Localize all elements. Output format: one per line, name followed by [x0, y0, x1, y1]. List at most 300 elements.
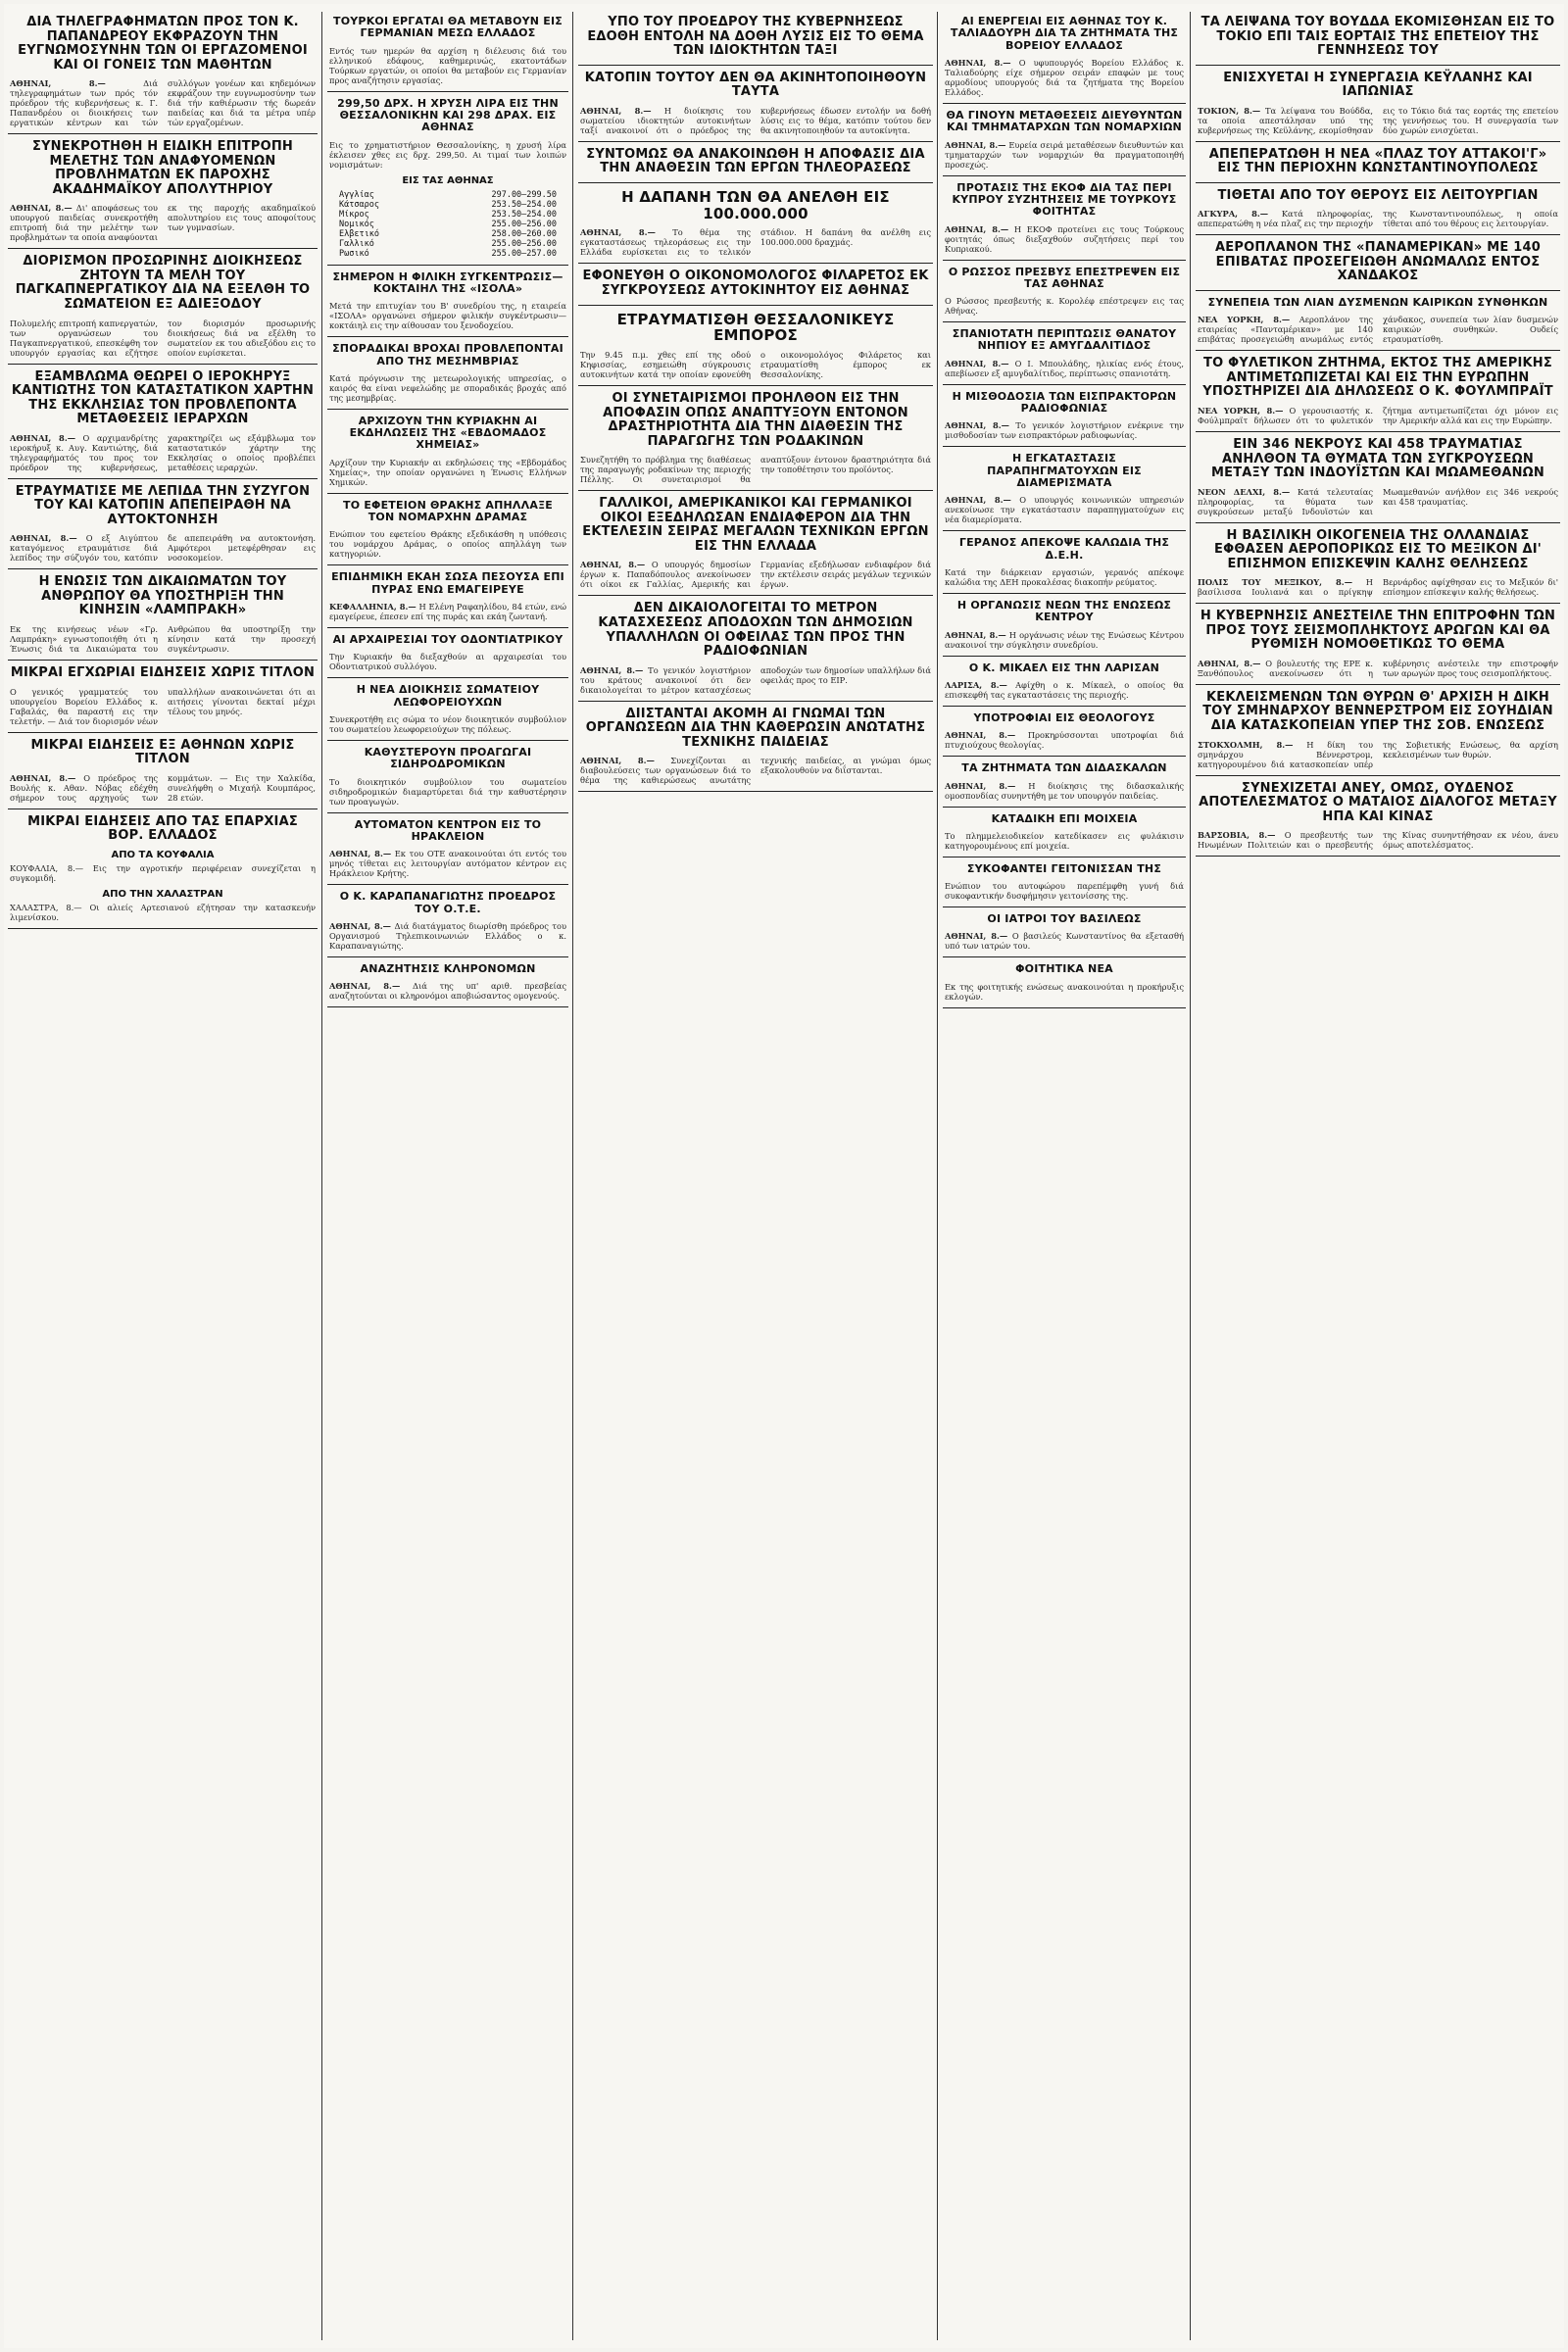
article-dateline: ΑΘΗΝΑΙ, 8.— — [10, 432, 76, 443]
article-divider — [578, 701, 933, 702]
article-text: Εκ της κινήσεως νέων «Γρ. Λαμπράκη» εγνωστοποιήθη ότι η Ένωσις διά τα Δικαιώματα του Ανθρώπου θα υποστηρίξη την κίνησιν κατά την προσεχή συγκέντρωσιν. — [10, 624, 316, 655]
article-divider — [943, 260, 1186, 261]
article-body — [10, 433, 316, 472]
article — [578, 16, 933, 66]
article-body — [10, 78, 316, 127]
article-headline: ΕΦΟΝΕΥΘΗ Ο ΟΙΚΟΝΟΜΟΛΟΓΟΣ ΦΙΛΑΡΕΤΟΣ ΕΚ ΣΥΓΚΡΟΥΣΕΩΣ ΑΥΤΟΚΙΝΗΤΟΥ ΕΙΣ ΑΘΗΝΑΣ — [582, 269, 929, 298]
article-divider — [327, 493, 568, 494]
article-headline: ΑΙ ΕΝΕΡΓΕΙΑΙ ΕΙΣ ΑΘΗΝΑΣ ΤΟΥ Κ. ΤΑΛΙΑΔΟΥΡΗ ΔΙΑ ΤΑ ΖΗΤΗΜΑΤΑ ΤΗΣ ΒΟΡΕΙΟΥ ΕΛΛΑΔΟΣ — [950, 15, 1179, 52]
article-body — [945, 495, 1184, 524]
article-text: Κατά τελευταίας πληροφορίας, τα θύματα των συγκρούσεων μεταξύ Ινδουϊστών και Μωαμεθανών ανήλθον εις 346 νεκρούς και 458 τραυματίας. — [1198, 486, 1558, 516]
article-headline: ΕΞΑΜΒΛΩΜΑ ΘΕΩΡΕΙ Ο ΙΕΡΟΚΗΡΥΞ ΚΑΝΤΙΩΤΗΣ ΤΟΝ ΚΑΤΑΣΤΑΤΙΚΟΝ ΧΑΡΤΗΝ ΤΗΣ ΕΚΚΛΗΣΙΑΣ ΤΟΝ ΠΡΟΒΛΕΠΟΝΤΑ ΜΕΤΑΘΕΣΕΙΣ ΙΕΡΑΡΧΩΝ — [11, 368, 315, 427]
article-body — [10, 203, 316, 242]
article-dateline: ΑΘΗΝΑΙ, 8.— — [10, 533, 77, 544]
article-divider — [943, 906, 1186, 907]
article — [327, 747, 568, 813]
article — [1196, 148, 1560, 183]
article-dateline: ΝΕΑ ΥΟΡΚΗ, 8.— — [1198, 315, 1291, 325]
article-headline: ΣΠΟΡΑΔΙΚΑΙ ΒΡΟΧΑΙ ΠΡΟΒΛΕΠΟΝΤΑΙ ΑΠΟ ΤΗΣ ΜΕΣΗΜΒΡΙΑΣ — [332, 342, 564, 368]
article-headline: ΚΑΘΥΣΤΕΡΟΥΝ ΠΡΟΑΓΩΓΑΙ ΣΙΔΗΡΟΔΡΟΜΙΚΩΝ — [364, 745, 532, 771]
article-body — [580, 756, 931, 785]
article-body — [945, 680, 1184, 700]
article-body — [945, 781, 1184, 801]
article-headline: ΤΑ ΛΕΙΨΑΝΑ ΤΟΥ ΒΟΥΔΔΑ ΕΚΟΜΙΣΘΗΣΑΝ ΕΙΣ ΤΟ ΤΟΚΙΟ ΕΠΙ ΤΑΙΣ ΕΟΡΤΑΙΣ ΤΗΣ ΕΠΕΤΕΙΟΥ ΤΗΣ ΓΕΝΝΗΣΕΩΣ ΤΟΥ — [1200, 15, 1555, 59]
article — [578, 72, 933, 142]
article — [8, 255, 318, 364]
article-headline: Η ΒΑΣΙΛΙΚΗ ΟΙΚΟΓΕΝΕΙΑ ΤΗΣ ΟΛΛΑΝΔΙΑΣ ΕΦΘΑΣΕΝ ΑΕΡΟΠΟΡΙΚΩΣ ΕΙΣ ΤΟ ΜΕΞΙΚΟΝ ΔΙ' ΕΠΙΣΗΜΟΝ ΕΠΙΣΚΕΨΙΝ ΚΑΛΗΣ ΘΕΛΗΣΕΩΣ — [1213, 527, 1542, 571]
article-body — [1198, 209, 1558, 228]
article-dateline: ΑΘΗΝΑΙ, 8.— — [10, 78, 106, 89]
article-divider — [943, 857, 1186, 858]
price-label: Αγγλίας — [339, 189, 374, 200]
article — [327, 271, 568, 338]
article-headline: Ο Κ. ΜΙΚΑΕΛ ΕΙΣ ΤΗΝ ΛΑΡΙΣΑΝ — [968, 661, 1160, 674]
article-dateline: ΑΘΗΝΑΙ, 8.— — [1198, 658, 1261, 668]
article-headline: ΜΙΚΡΑΙ ΕΙΔΗΣΕΙΣ ΑΠΟ ΤΑΣ ΕΠΑΡΧΙΑΣ ΒΟΡ. ΕΛΛΑΔΟΣ — [27, 813, 298, 844]
article-text: Ο εξ Αιγύπτου καταγόμενος ετραυμάτισε διά λεπίδος την σύζυγόν του, κατόπιν δε απεπειράθη να αυτοκτονήση. Αμφότεροι μετεφέρθησαν εις νοσοκομείον. — [10, 533, 316, 564]
article-text: Ο Ι. Μπουλάδης, ηλικίας ενός έτους, απεβίωσεν εξ αμυγδαλίτιδος, περίπτωσις σπανιοτάτη. — [945, 358, 1184, 378]
article — [1196, 438, 1560, 523]
article-divider — [8, 568, 318, 569]
article-divider — [1196, 234, 1560, 235]
article-divider — [327, 336, 568, 337]
article-dateline: ΑΘΗΝΑΙ, 8.— — [580, 756, 655, 766]
article-dateline: ΑΘΗΝΑΙ, 8.— — [945, 495, 1011, 506]
article-divider — [327, 812, 568, 813]
price-table — [339, 190, 557, 259]
article-dateline: ΑΘΗΝΑΙ, 8.— — [329, 849, 392, 859]
article-text: Εντός των ημερών θα αρχίση η διέλευσις διά του ελληνικού εδάφους, καθημερινώς, εκατοντάδων Τούρκων εργατών, οι οποίοι θα μεταβούν εις Γερμανίαν προς αναζήτησιν εργασίας. — [329, 45, 566, 85]
article-headline: ΕΝΙΣΧΥΕΤΑΙ Η ΣΥΝΕΡΓΑΣΙΑ ΚΕΫΛΑΝΗΣ ΚΑΙ ΙΑΠΩΝΙΑΣ — [1223, 70, 1533, 100]
article-divider — [943, 530, 1186, 531]
article-dateline: ΑΘΗΝΑΙ, 8.— — [329, 920, 391, 931]
article-dateline: ΑΘΗΝΑΙ, 8.— — [580, 664, 644, 675]
price-row — [339, 229, 557, 239]
article-headline: ΔΕΝ ΔΙΚΑΙΟΛΟΓΕΙΤΑΙ ΤΟ ΜΕΤΡΟΝ ΚΑΤΑΣΧΕΣΕΩΣ ΑΠΟΔΟΧΩΝ ΤΩΝ ΔΗΜΟΣΙΩΝ ΥΠΑΛΛΗΛΩΝ ΟΙ ΟΦΕΙΛΑΣ ΤΩΝ ΠΡΟΣ ΤΗΝ ΡΑΔΙΟΦΩΝΙΑΝ — [598, 601, 913, 660]
article — [578, 270, 933, 305]
article-headline: Ο Κ. ΚΑΡΑΠΑΝΑΓΙΩΤΗΣ ΠΡΟΕΔΡΟΣ ΤΟΥ Ο.Τ.Ε. — [339, 890, 557, 915]
article-headline: Η ΝΕΑ ΔΙΟΙΚΗΣΙΣ ΣΩΜΑΤΕΙΟΥ ΛΕΩΦΟΡΕΙΟΥΧΩΝ — [356, 683, 540, 709]
article-text: Πολυμελής επιτροπή καπνεργατών, των οργανώσεων του Παγκαπνεργατικού, επεσκέφθη τον υπουργόν εργασίας και εζήτησε τον διορισμόν προσωρινής διοικήσεως διά να εξέλθη το σωματείον εκ του αδιεξόδου εις το οποίον ευρίσκεται. — [10, 318, 316, 358]
article-divider — [943, 446, 1186, 447]
article-body — [945, 420, 1184, 440]
article-text: Συνεκροτήθη εις σώμα το νέον διοικητικόν συμβούλιον του σωματείου λεωφορειούχων της πόλεως. — [329, 713, 566, 734]
article — [1196, 357, 1560, 432]
article-dateline: ΚΕΦΑΛΛΗΝΙΑ, 8.— — [329, 602, 416, 612]
article-headline: ΠΡΟΤΑΣΙΣ ΤΗΣ ΕΚΟΦ ΔΙΑ ΤΑΣ ΠΕΡΙ ΚΥΠΡΟΥ ΣΥΖΗΤΗΣΕΙΣ ΜΕ ΤΟΥΡΚΟΥΣ ΦΟΙΤΗΤΑΣ — [952, 180, 1177, 219]
article-divider — [578, 141, 933, 142]
article-divider — [943, 321, 1186, 322]
article-body — [1198, 577, 1558, 597]
article-divider — [8, 478, 318, 479]
article-body — [580, 455, 931, 484]
article-text: Το θέμα της εγκαταστάσεως τηλεοράσεως εις την Ελλάδα ευρίσκεται εις το τελικόν στάδιον. Η δαπάνη θα ανέλθη εις 100.000.000 δραχμάς. — [580, 227, 931, 258]
article — [327, 819, 568, 886]
article-divider — [943, 706, 1186, 707]
article-divider — [8, 808, 318, 809]
price-label: Κάτσαρος — [339, 199, 379, 210]
article-body — [945, 567, 1184, 587]
article-body — [945, 296, 1184, 316]
article — [1196, 72, 1560, 142]
article-divider — [578, 385, 933, 386]
column-rule — [321, 12, 322, 2340]
article-body — [945, 359, 1184, 378]
article-dateline: ΑΘΗΝΑΙ, 8.— — [945, 57, 1011, 68]
article-text: Ο υπουργός δημοσίων έργων κ. Παπαδόπουλος ανεκοίνωσεν ότι οίκοι εκ Γαλλίας, Αμερικής και Γερμανίας εξεδήλωσαν ενδιαφέρον διά την εκτέλεσιν σειράς μεγάλων τεχνικών έργων. — [580, 560, 931, 590]
article-body — [580, 227, 931, 257]
article-body — [329, 46, 566, 85]
article — [578, 708, 933, 793]
article-text: Ο γερουσιαστής κ. Φούλμπραϊτ δήλωσεν ότι το φυλετικόν ζήτημα αντιμετωπίζεται όχι μόνον εις την Αμερικήν αλλά και εις την Ευρώπην. — [1198, 405, 1558, 425]
article-headline: ΑΡΧΙΖΟΥΝ ΤΗΝ ΚΥΡΙΑΚΗΝ ΑΙ ΕΚΔΗΛΩΣΕΙΣ ΤΗΣ «ΕΒΔΟΜΑΔΟΣ ΧΗΜΕΙΑΣ» — [349, 414, 547, 452]
article-body — [10, 687, 316, 726]
article-body — [329, 981, 566, 1001]
column-rule — [1190, 12, 1191, 2340]
article-text: Αεροπλάνον της εταιρείας «Πανταμέρικαν» με 140 επιβάτας προσεγειώθη ανωμάλως εντός χάνδακος, συνεπεία των λίαν δυσμενών καιρικών συνθηκών. Ουδείς ετραυματίσθη. — [1198, 315, 1558, 345]
article-dateline: ΠΟΛΙΣ ΤΟΥ ΜΕΞΙΚΟΥ, 8.— — [1198, 577, 1352, 588]
article-body — [945, 931, 1184, 951]
article — [943, 328, 1186, 385]
article-headline: ΟΙ ΙΑΤΡΟΙ ΤΟΥ ΒΑΣΙΛΕΩΣ — [987, 912, 1142, 926]
article-divider — [1196, 431, 1560, 432]
article-headline: ΘΑ ΓΙΝΟΥΝ ΜΕΤΑΘΕΣΕΙΣ ΔΙΕΥΘΥΝΤΩΝ ΚΑΙ ΤΜΗΜΑΤΑΡΧΩΝ ΤΩΝ ΝΟΜΑΡΧΙΩΝ — [946, 108, 1183, 134]
article-dateline: ΝΕΑ ΥΟΡΚΗ, 8.— — [1198, 405, 1284, 416]
article — [327, 500, 568, 566]
article-headline: ΑΝΑΖΗΤΗΣΙΣ ΚΛΗΡΟΝΟΜΩΝ — [360, 961, 536, 975]
article-divider — [1196, 182, 1560, 183]
article — [1196, 297, 1560, 351]
article-dateline: ΑΘΗΝΑΙ, 8.— — [945, 780, 1016, 791]
article-headline: Η ΕΝΩΣΙΣ ΤΩΝ ΔΙΚΑΙΩΜΑΤΩΝ ΤΟΥ ΑΝΘΡΩΠΟΥ ΘΑ ΥΠΟΣΤΗΡΙΞΗ ΤΗΝ ΚΙΝΗΣΙΝ «ΛΑΜΠΡΑΚΗ» — [38, 574, 287, 618]
article-text: Συνεχίζονται αι διαβουλεύσεις των οργανώσεων διά το θέμα της καθιερώσεως ανωτάτης τεχνικής παιδείας, αι γνώμαι όμως εξακολουθούν να διΐστανται. — [580, 756, 931, 786]
article-body — [945, 140, 1184, 170]
article-text: Ο γενικός γραμματεύς του υπουργείου Βορείου Ελλάδος κ. Γαβαλάς, θα παραστή εις την τελετήν. — Διά τον διορισμόν νέων υπαλλήλων ανακοινώνεται ότι αι αιτήσεις γίνονται δεκταί μέχρι τέλους του μηνός. — [10, 686, 316, 726]
article-headline: Ο ΡΩΣΣΟΣ ΠΡΕΣΒΥΣ ΕΠΕΣΤΡΕΨΕΝ ΕΙΣ ΤΑΣ ΑΘΗΝΑΣ — [948, 265, 1181, 290]
price-value: 255.00—257.00 — [491, 248, 557, 259]
article-headline: ΣΥΝΤΟΜΩΣ ΘΑ ΑΝΑΚΟΙΝΩΘΗ Η ΑΠΟΦΑΣΙΣ ΔΙΑ ΤΗΝ ΑΝΑΘΕΣΙΝ ΤΩΝ ΕΡΓΩΝ ΤΗΛΕΟΡΑΣΕΩΣ — [586, 146, 925, 176]
article-headline: ΤΟΥΡΚΟΙ ΕΡΓΑΤΑΙ ΘΑ ΜΕΤΑΒΟΥΝ ΕΙΣ ΓΕΡΜΑΝΙΑΝ ΜΕΣΩ ΕΛΛΑΔΟΣ — [333, 15, 563, 40]
article-headline: ΜΙΚΡΑΙ ΕΙΔΗΣΕΙΣ ΕΞ ΑΘΗΝΩΝ ΧΩΡΙΣ ΤΙΤΛΟΝ — [30, 737, 295, 767]
article-dateline: ΑΘΗΝΑΙ, 8.— — [10, 203, 73, 214]
article-headline: ΤΟ ΕΦΕΤΕΙΟΝ ΘΡΑΚΗΣ ΑΠΗΛΛΑΞΕ ΤΟΝ ΝΟΜΑΡΧΗΝ ΔΡΑΜΑΣ — [343, 498, 553, 524]
article-body — [10, 533, 316, 563]
article — [1196, 691, 1560, 776]
article-text: Η οργάνωσις νέων της Ενώσεως Κέντρου ανακοινοί την σύγκλησιν συνεδρίου. — [945, 629, 1184, 650]
article-divider — [1196, 856, 1560, 857]
article-text: Διά διατάγματος διωρίσθη πρόεδρος του Οργανισμού Τηλεπικοινωνιών Ελλάδος ο κ. Καραπαναγιώτης. — [329, 920, 566, 951]
article-dateline: ΑΘΗΝΑΙ, 8.— — [329, 981, 401, 992]
article-text: Ο πρεσβευτής των Ηνωμένων Πολιτειών και ο πρεσβευτής της Κίνας συνηντήθησαν εκ νέου, άνευ όμως αποτελέσματος. — [1198, 830, 1558, 851]
article — [943, 963, 1186, 1007]
article-text: Ο βασιλεύς Κωνσταντίνος θα εξετασθή υπό των ιατρών του. — [945, 931, 1184, 952]
article — [327, 891, 568, 957]
article-body — [329, 140, 566, 170]
article-body — [329, 458, 566, 487]
article-divider — [943, 956, 1186, 957]
article-text: Κατά πρόγνωσιν της μετεωρολογικής υπηρεσίας, ο καιρός θα είναι νεφελώδης με σποραδικάς βροχάς από της μεσημβρίας. — [329, 372, 566, 403]
price-row — [339, 210, 557, 220]
article-text: Ευρεία σειρά μεταθέσεων διευθυντών και τμηματαρχών των νομαρχιών θα πραγματοποιηθή προσεχώς. — [945, 139, 1184, 170]
article-text: Το πλημμελειοδικείον κατεδίκασεν εις φυλάκισιν κατηγορουμένους επί μοιχεία. — [945, 830, 1184, 851]
article-body — [1198, 106, 1558, 135]
column-5 — [1196, 12, 1560, 2340]
article-dateline: ΑΘΗΝΑΙ, 8.— — [945, 139, 1006, 150]
article-text: Κατά πληροφορίας, απεπερατώθη η νέα πλαζ εις την περιοχήν της Κωνσταντινουπόλεως, η οποία τίθεται από του θέρους εις λειτουργίαν. — [1198, 209, 1558, 229]
article — [327, 416, 568, 494]
article-divider — [327, 884, 568, 885]
article-dateline: ΑΘΗΝΑΙ, 8.— — [945, 730, 1016, 741]
price-row — [339, 239, 557, 249]
newspaper-page — [4, 4, 1564, 2348]
article-body — [10, 318, 316, 358]
article-dateline: ΑΘΗΝΑΙ, 8.— — [580, 227, 656, 238]
article-divider — [1196, 684, 1560, 685]
article-body — [945, 730, 1184, 750]
article-divider — [578, 305, 933, 306]
article-divider — [1196, 290, 1560, 291]
article-divider — [1196, 522, 1560, 523]
article-body — [329, 373, 566, 403]
article-text: Αρχίζουν την Κυριακήν αι εκδηλώσεις της «Εβδομάδος Χημείας», την οποίαν οργανώνει η Ένωσις Ελλήνων Χημικών. — [329, 457, 566, 487]
article-divider — [327, 1006, 568, 1007]
article-headline: ΟΙ ΣΥΝΕΤΑΙΡΙΣΜΟΙ ΠΡΟΗΛΘΟΝ ΕΙΣ ΤΗΝ ΑΠΟΦΑΣΙΝ ΟΠΩΣ ΑΝΑΠΤΥΞΟΥΝ ΕΝΤΟΝΟΝ ΔΡΑΣΤΗΡΙΟΤΗΤΑ ΔΙΑ ΤΗΝ ΔΙΑΘΕΣΙΝ ΤΗΣ ΠΑΡΑΓΩΓΗΣ ΤΩΝ ΡΟΔΑΚΙΝΩΝ — [603, 391, 908, 449]
price-row — [339, 249, 557, 259]
sub-headline: ΑΠΟ ΤΗΝ ΧΑΛΑΣΤΡΑΝ — [102, 888, 223, 900]
sub-headline: ΑΠΟ ΤΑ ΚΟΥΦΑΛΙΑ — [111, 849, 215, 860]
article-dateline: ΑΘΗΝΑΙ, 8.— — [10, 772, 76, 783]
article-divider — [943, 103, 1186, 104]
article-headline: ΕΤΡΑΥΜΑΤΙΣΕ ΜΕ ΛΕΠΙΔΑ ΤΗΝ ΣΥΖΥΓΟΝ ΤΟΥ ΚΑΙ ΚΑΤΟΠΙΝ ΑΠΕΠΕΙΡΑΘΗ ΝΑ ΑΥΤΟΚΤΟΝΗΣΗ — [15, 483, 311, 527]
article — [1196, 782, 1560, 858]
article-dateline: ΤΟΚΙΟΝ, 8.— — [1198, 105, 1261, 116]
article-headline: ΤΑ ΖΗΤΗΜΑΤΑ ΤΩΝ ΔΙΔΑΣΚΑΛΩΝ — [961, 761, 1167, 775]
article — [943, 913, 1186, 957]
article-headline: ΔΙΑ ΤΗΛΕΓΡΑΦΗΜΑΤΩΝ ΠΡΟΣ ΤΟΝ Κ. ΠΑΠΑΝΔΡΕΟΥ ΕΚΦΡΑΖΟΥΝ ΤΗΝ ΕΥΓΝΩΜΟΣΥΝΗΝ ΤΩΝ ΟΙ ΕΡΓΑΖΟΜΕΝΟΙ ΚΑΙ ΟΙ ΓΟΝΕΙΣ ΤΩΝ ΜΑΘΗΤΩΝ — [18, 15, 308, 73]
article-divider — [327, 740, 568, 741]
article-dateline: ΣΤΟΚΧΟΛΜΗ, 8.— — [1198, 739, 1294, 750]
article-text: Η διοίκησις της διδασκαλικής ομοσπονδίας συνηντήθη με τον υπουργόν παιδείας. — [945, 780, 1184, 801]
column-4 — [943, 12, 1186, 2340]
article-headline: ΑΥΤΟΜΑΤΟΝ ΚΕΝΤΡΟΝ ΕΙΣ ΤΟ ΗΡΑΚΛΕΙΟΝ — [354, 817, 542, 843]
article-text: Ενώπιον του αυτοφώρου παρεπέμφθη γυνή διά συκοφαντικήν δυσφήμησιν γειτονίσσης της. — [945, 881, 1184, 902]
article-dateline: ΑΘΗΝΑΙ, 8.— — [580, 105, 652, 116]
article-headline: ΣΥΝΕΚΡΟΤΗΘΗ Η ΕΙΔΙΚΗ ΕΠΙΤΡΟΠΗ ΜΕΛΕΤΗΣ ΤΩΝ ΑΝΑΦΥΟΜΕΝΩΝ ΠΡΟΒΛΗΜΑΤΩΝ ΕΚ ΠΑΡΟΧΗΣ ΑΚΑΔΗΜΑΪΚΟΥ ΑΠΟΛΥΤΗΡΙΟΥ — [31, 139, 294, 197]
article-headline: ΚΕΚΛΕΙΣΜΕΝΩΝ ΤΩΝ ΘΥΡΩΝ Θ' ΑΡΧΙΣΗ Η ΔΙΚΗ ΤΟΥ ΣΜΗΝΑΡΧΟΥ ΒΕΝΝΕΡΣΤΡΟΜ ΕΙΣ ΣΟΥΗΔΙΑΝ ΔΙΑ ΚΑΤΑΣΚΟΠΕΙΑΝ ΥΠΕΡ ΤΗΣ ΣΟΒ. ΕΝΩΣΕΩΣ — [1202, 689, 1553, 733]
price-row — [339, 200, 557, 210]
article — [8, 370, 318, 479]
article — [8, 739, 318, 809]
article-divider — [8, 364, 318, 365]
article-text: Ο αρχιμανδρίτης ιεροκήρυξ κ. Αυγ. Καντιώτης, διά τηλεγραφήματός του προς τον πρόεδρον της κυβερνήσεως, χαρακτηρίζει ως εξάμβλωμα τον καταστατικόν χάρτην της Εκκλησίας ο οποίος προβλέπει μεταθέσεις ιεραρχών. — [10, 432, 316, 472]
article-text: Συνεζητήθη το πρόβλημα της διαθέσεως της παραγωγής ροδακίνων της περιοχής Πέλλης. Οι συνεταιρισμοί θα αναπτύξουν έντονον δραστηριότητα διά την τοποθέτησιν του προϊόντος. — [580, 455, 931, 485]
article-body — [329, 602, 566, 621]
article-body — [580, 106, 931, 135]
article-headline: ΑΕΡΟΠΛΑΝΟΝ ΤΗΣ «ΠΑΝΑΜΕΡΙΚΑΝ» ΜΕ 140 ΕΠΙΒΑΤΑΣ ΠΡΟΣΕΓΕΙΩΘΗ ΑΝΩΜΑΛΩΣ ΕΝΤΟΣ ΧΑΝΔΑΚΟΣ — [1215, 240, 1541, 284]
article — [327, 343, 568, 410]
article-text: Η διοίκησις του σωματείου ιδιοκτητών αυτοκινήτων ταξί ανακοινοί ότι ο πρόεδρος της κυβερνήσεως έδωσεν εντολήν να δοθή λύσις εις το θέμα, κατόπιν τούτου δεν θα ακινητοποιηθούν τα αυτοκίνητα. — [580, 105, 931, 135]
article — [578, 392, 933, 491]
price-value: 255.00—256.00 — [491, 238, 557, 249]
article-text: Η δίκη του σμηνάρχου Βέννερστρομ, κατηγορουμένου διά κατασκοπείαν υπέρ της Σοβιετικής Ενώσεως, θα αρχίση κεκλεισμένων των θυρών. — [1198, 739, 1558, 769]
price-value: 255.00—256.00 — [491, 219, 557, 229]
article-body — [945, 881, 1184, 901]
article-body — [329, 921, 566, 951]
price-value: 253.50—254.00 — [491, 209, 557, 220]
article-dateline: ΑΘΗΝΑΙ, 8.— — [945, 420, 1009, 431]
article — [1196, 241, 1560, 291]
article-headline: ΣΥΝΕΠΕΙΑ ΤΩΝ ΛΙΑΝ ΔΥΣΜΕΝΩΝ ΚΑΙΡΙΚΩΝ ΣΥΝΘΗΚΩΝ — [1207, 296, 1548, 310]
article-body — [329, 529, 566, 559]
article-headline: ΑΠΕΠΕΡΑΤΩΘΗ Η ΝΕΑ «ΠΛΑΖ ΤΟΥ ΑΤΤΑΚΟΙ'Γ» ΕΙΣ ΤΗΝ ΠΕΡΙΟΧΗΝ ΚΩΝΣΤΑΝΤΙΝΟΥΠΟΛΕΩΣ — [1208, 146, 1547, 176]
article-text: Ο βουλευτής της ΕΡΕ κ. Ξανθόπουλος ανεκοίνωσεν ότι η κυβέρνησις ανέστειλε την επιστροφήν των αρωγών προς τους σεισμοπλήκτους. — [1198, 658, 1558, 678]
article-body — [580, 350, 931, 379]
article — [8, 485, 318, 570]
article-body — [945, 224, 1184, 254]
article-dateline: ΒΑΡΣΟΒΙΑ, 8.— — [1198, 830, 1276, 841]
article-divider — [943, 756, 1186, 757]
article-headline: Η ΟΡΓΑΝΩΣΙΣ ΝΕΩΝ ΤΗΣ ΕΝΩΣΕΩΣ ΚΕΝΤΡΟΥ — [956, 598, 1172, 624]
article-headline: ΤΙΘΕΤΑΙ ΑΠΟ ΤΟΥ ΘΕΡΟΥΣ ΕΙΣ ΛΕΙΤΟΥΡΓΙΑΝ — [1217, 187, 1539, 203]
article — [943, 712, 1186, 757]
article-headline: Η ΚΥΒΕΡΝΗΣΙΣ ΑΝΕΣΤΕΙΛΕ ΤΗΝ ΕΠΙΤΡΟΦΗΝ ΤΩΝ ΠΡΟΣ ΤΟΥΣ ΣΕΙΣΜΟΠΛΗΚΤΟΥΣ ΑΡΩΓΩΝ ΚΑΙ ΘΑ ΡΥΘΜΙΣΗ ΝΟΜΟΘΕΤΙΚΩΣ ΤΟ ΘΕΜΑ — [1200, 609, 1556, 653]
article-divider — [1196, 603, 1560, 604]
article-divider — [578, 490, 933, 491]
article-body — [1198, 315, 1558, 344]
article-body — [945, 58, 1184, 97]
article-text: Το γενικόν λογιστήριον ενέκρινε την μισθοδοσίαν των εισπρακτόρων ραδιοφωνίας. — [945, 420, 1184, 441]
article-divider — [327, 627, 568, 628]
article-divider — [327, 956, 568, 957]
article — [943, 600, 1186, 657]
article — [8, 815, 318, 929]
article — [943, 453, 1186, 531]
article — [578, 497, 933, 596]
article — [327, 634, 568, 678]
article-body — [945, 982, 1184, 1002]
article-divider — [578, 65, 933, 66]
article-text: Κατά την διάρκειαν εργασιών, γερανός απέκοψε καλώδια της ΔΕΗ προκαλέσας διακοπήν ρεύματος. — [945, 566, 1184, 587]
article — [578, 312, 933, 387]
article-body — [945, 630, 1184, 650]
article-body — [580, 665, 931, 695]
article-text: Την 9.45 π.μ. χθες επί της οδού Κηφισσίας, εσημειώθη σύγκρουσις αυτοκινήτων κατά την οποίαν εφονεύθη ο οικονομολόγος Φιλάρετος και ετραυματίσθη έμπορος εκ Θεσσαλονίκης. — [580, 350, 931, 380]
article-headline: ΕΙΝ 346 ΝΕΚΡΟΥΣ ΚΑΙ 458 ΤΡΑΥΜΑΤΙΑΣ ΑΝΗΛΘΟΝ ΤΑ ΘΥΜΑΤΑ ΤΩΝ ΣΥΓΚΡΟΥΣΕΩΝ ΜΕΤΑΞΥ ΤΩΝ ΙΝΔΟΥΪΣΤΩΝ ΚΑΙ ΜΩΑΜΕΘΑΝΩΝ — [1211, 436, 1544, 481]
article-body — [1198, 740, 1558, 769]
article-headline: ΕΤΡΑΥΜΑΤΙΣΘΗ ΘΕΣΣΑΛΟΝΙΚΕΥΣ ΕΜΠΟΡΟΣ — [616, 310, 895, 345]
article-divider — [8, 133, 318, 134]
article — [943, 16, 1186, 104]
article-divider — [943, 807, 1186, 808]
article-text: Μετά την επιτυχίαν του Β' συνεδρίου της, η εταιρεία «ΙΣΟΛΑ» οργανώνει σήμερον φιλικήν συγκέντρωσιν—κοκτάιηλ εις την αίθουσαν του ξενοδοχείου. — [329, 301, 566, 331]
article-headline: ΔΙΙΣΤΑΝΤΑΙ ΑΚΟΜΗ ΑΙ ΓΝΩΜΑΙ ΤΩΝ ΟΡΓΑΝΩΣΕΩΝ ΔΙΑ ΤΗΝ ΚΑΘΕΡΩΣΙΝ ΑΝΩΤΑΤΗΣ ΤΕΧΝΙΚΗΣ ΠΑΙΔΕΙΑΣ — [585, 706, 926, 750]
article-divider — [8, 732, 318, 733]
article-headline: ΣΠΑΝΙΟΤΑΤΗ ΠΕΡΙΠΤΩΣΙΣ ΘΑΝΑΤΟΥ ΝΗΠΙΟΥ ΕΞ ΑΜΥΓΔΑΛΙΤΙΔΟΣ — [952, 327, 1177, 353]
price-label: Γαλλικό — [339, 238, 374, 249]
article-body — [329, 777, 566, 807]
article-text: Την Κυριακήν θα διεξαχθούν αι αρχαιρεσίαι του Οδοντιατρικού συλλόγου. — [329, 652, 566, 672]
article-divider — [8, 660, 318, 661]
article-divider — [943, 384, 1186, 385]
article-headline: ΥΠΟ ΤΟΥ ΠΡΟΕΔΡΟΥ ΤΗΣ ΚΥΒΕΡΝΗΣΕΩΣ ΕΔΟΘΗ ΕΝΤΟΛΗ ΝΑ ΔΟΘΗ ΛΥΣΙΣ ΕΙΣ ΤΟ ΘΕΜΑ ΤΩΝ ΙΔΙΟΚΤΗΤΩΝ ΤΑΞΙ — [587, 15, 924, 59]
article-text: Ο πρόεδρος της Βουλής κ. Αθαν. Νόβας εδέχθη σήμερον τους αρχηγούς των κομμάτων. — Εις την Χαλκίδα, συνελήφθη ο Μιχαήλ Κουμπάρος, 28 ετών. — [10, 772, 316, 803]
article-headline: ΚΑΤΑΔΙΚΗ ΕΠΙ ΜΟΙΧΕΙΑ — [991, 811, 1138, 825]
article-divider — [327, 91, 568, 92]
article-text: Η Ελένη Ραφαηλίδου, 84 ετών, ενώ εμαγείρευε, έπεσεν επί της πυράς και εκάη ζωντανή. — [329, 602, 566, 621]
article-dateline: ΝΕΟΝ ΔΕΛΧΙ, 8.— — [1198, 486, 1291, 497]
article — [327, 16, 568, 92]
article-body — [945, 831, 1184, 851]
article-headline: ΑΙ ΑΡΧΑΙΡΕΣΙΑΙ ΤΟΥ ΟΔΟΝΤΙΑΤΡΙΚΟΥ — [332, 633, 564, 646]
article-divider — [943, 656, 1186, 657]
article-headline: Η ΕΓΚΑΤΑΣΤΑΣΙΣ ΠΑΡΑΠΗΓΜΑΤΟΥΧΩΝ ΕΙΣ ΔΙΑΜΕΡΙΣΜΑΤΑ — [987, 452, 1142, 489]
article-dateline: ΑΘΗΝΑΙ, 8.— — [945, 358, 1009, 368]
article-divider — [8, 248, 318, 249]
article-headline: ΦΟΙΤΗΤΙΚΑ ΝΕΑ — [1015, 962, 1113, 976]
column-rule — [572, 12, 573, 2340]
article-dateline: ΑΘΗΝΑΙ, 8.— — [945, 931, 1008, 942]
article-body — [10, 624, 316, 654]
article — [327, 684, 568, 741]
article-divider — [1196, 350, 1560, 351]
article-text: Εις το χρηματιστήριον Θεσσαλονίκης, η χρυσή λίρα έκλεισεν χθες εις δρχ. 299,50. Αι τιμαί των λοιπών νομισμάτων: — [329, 139, 566, 170]
column-3 — [578, 12, 933, 2340]
article-divider — [578, 791, 933, 792]
article — [8, 666, 318, 733]
article-headline: 299,50 ΔΡΧ. Η ΧΡΥΣΗ ΛΙΡΑ ΕΙΣ ΤΗΝ ΘΕΣΣΑΛΟΝΙΚΗΝ ΚΑΙ 298 ΔΡΑΧ. ΕΙΣ ΑΘΗΝΑΣ — [337, 96, 559, 134]
article — [943, 762, 1186, 807]
article-dateline: ΑΘΗΝΑΙ, 8.— — [945, 629, 1006, 640]
price-row — [339, 190, 557, 200]
article-headline: ΔΙΟΡΙΣΜΟΝ ΠΡΟΣΩΡΙΝΗΣ ΔΙΟΙΚΗΣΕΩΣ ΖΗΤΟΥΝ ΤΑ ΜΕΛΗ ΤΟΥ ΠΑΓΚΑΠΝΕΡΓΑΤΙΚΟΥ ΔΙΑ ΝΑ ΕΞΕΛΘΗ ΤΟ ΣΩΜΑΤΕΙΟΝ ΕΞ ΑΔΙΕΞΟΔΟΥ — [15, 254, 311, 313]
article-headline: ΓΑΛΛΙΚΟΙ, ΑΜΕΡΙΚΑΝΙΚΟΙ ΚΑΙ ΓΕΡΜΑΝΙΚΟΙ ΟΙΚΟΙ ΕΞΕΔΗΛΩΣΑΝ ΕΝΔΙΑΦΕΡΟΝ ΔΙΑ ΤΗΝ ΕΚΤΕΛΕΣΙΝ ΣΕΙΡΑΣ ΜΕΓΑΛΩΝ ΤΕΧΝΙΚΩΝ ΕΡΓΩΝ ΕΙΣ ΤΗΝ ΕΛΛΑΔΑ — [582, 496, 929, 554]
column-1 — [8, 12, 318, 2340]
article — [578, 148, 933, 183]
article-headline: ΤΟ ΦΥΛΕΤΙΚΟΝ ΖΗΤΗΜΑ, ΕΚΤΟΣ ΤΗΣ ΑΜΕΡΙΚΗΣ ΑΝΤΙΜΕΤΩΠΙΖΕΤΑΙ ΚΑΙ ΕΙΣ ΤΗΝ ΕΥΡΩΠΗΝ ΥΠΟΣΤΗΡΙΖΕΙ ΔΙΑ ΔΗΛΩΣΕΩΣ Ο Κ. ΦΟΥΛΜΠΡΑΪΤ — [1202, 356, 1553, 400]
price-row — [339, 220, 557, 229]
article-body — [10, 773, 316, 803]
article-headline: ΣΗΜΕΡΟΝ Η ΦΙΛΙΚΗ ΣΥΓΚΕΝΤΡΩΣΙΣ—ΚΟΚΤΑΙΗΛ ΤΗΣ «ΙΣΟΛΑ» — [332, 270, 564, 295]
article-divider — [578, 182, 933, 183]
article — [1196, 16, 1560, 66]
article — [943, 813, 1186, 858]
article-body — [329, 849, 566, 878]
article-body — [1198, 406, 1558, 425]
article-divider — [1196, 141, 1560, 142]
article-headline: ΥΠΟΤΡΟΦΙΑΙ ΕΙΣ ΘΕΟΛΟΓΟΥΣ — [973, 710, 1155, 724]
price-label: Νομικός — [339, 219, 374, 229]
article-headline: ΓΕΡΑΝΟΣ ΑΠΕΚΟΨΕ ΚΑΛΩΔΙΑ ΤΗΣ Δ.Ε.Η. — [958, 536, 1170, 562]
article — [578, 189, 933, 265]
price-label: Μίκρος — [339, 209, 369, 220]
article-divider — [327, 265, 568, 266]
article — [943, 267, 1186, 323]
sub-text: ΧΑΛΑΣΤΡΑ, 8.— Οι αλιείς Αρτεσιανού εζήτησαν την κατασκευήν λιμενίσκου. — [10, 902, 316, 922]
price-table-title: ΕΙΣ ΤΑΣ ΑΘΗΝΑΣ — [402, 174, 494, 186]
article-body — [1198, 659, 1558, 678]
article-text: Το διοικητικόν συμβούλιον του σωματείου σιδηροδρομικών διαμαρτύρεται διά την καθυστέρησιν των προαγωγών. — [329, 776, 566, 807]
article — [1196, 529, 1560, 605]
article — [327, 963, 568, 1007]
article-body — [580, 560, 931, 589]
article — [943, 391, 1186, 448]
article — [943, 110, 1186, 176]
article-headline: Η ΔΑΠΑΝΗ ΤΩΝ ΘΑ ΑΝΕΛΘΗ ΕΙΣ 100.000.000 — [621, 187, 890, 222]
article-text: Διά τηλεγραφημάτων των πρός τόν πρόεδρον τής κυβερνήσεως κ. Γ. Παπανδρέου οι διοικήσεις των εργατικών κέντρων και τών συλλόγων γονέων και κηδεμόνων εκφράζουν την ευγνωμοσύνην των διά τήν καθιέρωσιν τής δωρεάν παιδείας και διά τα μέτρα υπέρ τών εργαζομένων. — [10, 78, 316, 128]
article-divider — [943, 1007, 1186, 1008]
article-text: Αφίχθη ο κ. Μίκαελ, ο οποίος θα επισκεφθή τας εγκαταστάσεις της περιοχής. — [945, 679, 1184, 700]
article — [943, 662, 1186, 707]
